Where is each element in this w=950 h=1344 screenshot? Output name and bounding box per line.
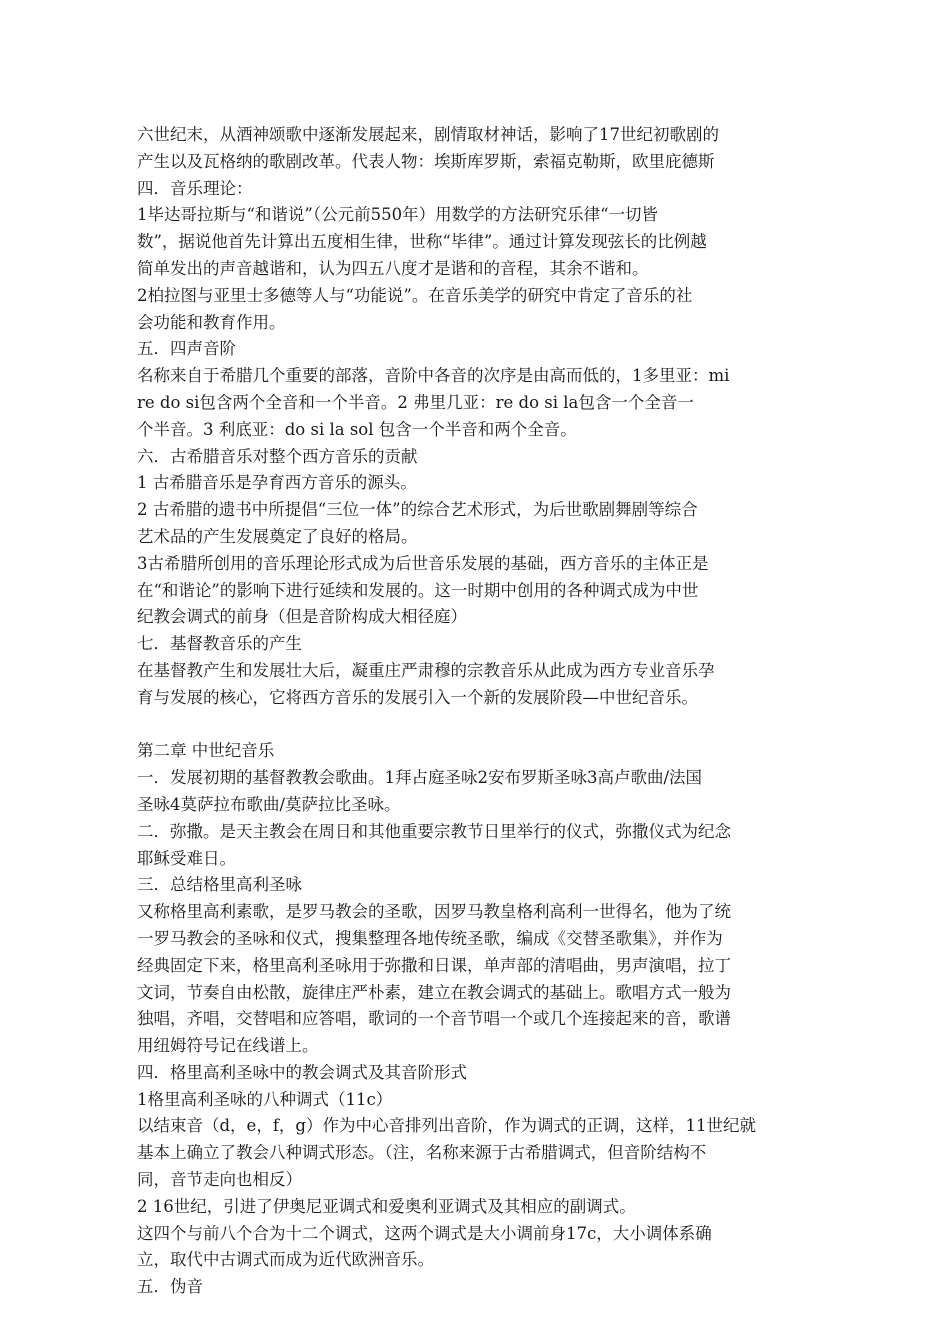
- text-line: 育与发展的核心，它将西方音乐的发展引入一个新的发展阶段—中世纪音乐。: [137, 687, 698, 707]
- text-line: 个半音。3 利底亚：do si la sol 包含一个半音和两个全音。: [137, 419, 577, 439]
- text-line: 名称来自于希腊几个重要的部落，音阶中各音的次序是由高而低的，1多里亚：mi: [137, 366, 730, 386]
- text-line: 一．发展初期的基督教教会歌曲。1拜占庭圣咏2安布罗斯圣咏3高卢歌曲/法国: [137, 768, 703, 788]
- text-line: 圣咏4莫萨拉布歌曲/莫萨拉比圣咏。: [137, 794, 401, 814]
- text-line: 纪教会调式的前身（但是音阶构成大相径庭）: [137, 607, 467, 627]
- text-line: 2 古希腊的遗书中所提倡“三位一体”的综合艺术形式，为后世歌剧舞剧等综合: [137, 500, 698, 520]
- text-line: 六世纪末，从酒神颂歌中逐渐发展起来，剧情取材神话，影响了17世纪初歌剧的: [137, 125, 719, 144]
- chapter-heading: 第二章 中世纪音乐: [137, 741, 275, 761]
- section-heading: 七．基督教音乐的产生: [137, 634, 302, 654]
- section-heading: 三．总结格里高利圣咏: [137, 875, 302, 895]
- text-line: 以结束音（d，e，f，g）作为中心音排列出音阶，作为调式的正调，这样，11世纪就: [137, 1116, 756, 1136]
- document-page: [137, 122, 817, 1301]
- text-line: 这四个与前八个合为十二个调式，这两个调式是大小调前身17c，大小调体系确: [137, 1223, 712, 1243]
- text-line: 基本上确立了教会八种调式形态。（注，名称来源于古希腊调式，但音阶结构不: [137, 1143, 707, 1163]
- text-line: 独唱，齐唱，交替唱和应答唱，歌词的一个音节唱一个或几个连接起来的音，歌谱: [137, 1009, 731, 1029]
- text-line: 产生以及瓦格纳的歌剧改革。代表人物：埃斯库罗斯，索福克勒斯，欧里庇德斯: [137, 151, 715, 171]
- text-line: 艺术品的产生发展奠定了良好的格局。: [137, 526, 418, 546]
- section-heading: 六．古希腊音乐对整个西方音乐的贡献: [137, 446, 418, 466]
- section-heading: 五．四声音阶: [137, 339, 236, 359]
- text-line: 用纽姆符号记在线谱上。: [137, 1036, 319, 1056]
- text-line: 2 16世纪，引进了伊奥尼亚调式和爱奥利亚调式及其相应的副调式。: [137, 1196, 636, 1216]
- text-line: 二．弥撒。是天主教会在周日和其他重要宗教节日里举行的仪式，弥撒仪式为纪念: [137, 821, 731, 841]
- text-line: 1 古希腊音乐是孕育西方音乐的源头。: [137, 473, 417, 493]
- text-line: 耶稣受难日。: [137, 848, 236, 868]
- text-line: 2柏拉图与亚里士多德等人与“功能说”。在音乐美学的研究中肯定了音乐的社: [137, 285, 693, 305]
- text-line: 1格里高利圣咏的八种调式（11c）: [137, 1089, 393, 1109]
- text-line: 1毕达哥拉斯与“和谐说”（公元前550年）用数学的方法研究乐律“一切皆: [137, 205, 659, 225]
- text-line: 同，音节走向也相反）: [137, 1170, 302, 1190]
- text-line: 又称格里高利素歌，是罗马教会的圣歌，因罗马教皇格利高利一世得名，他为了统: [137, 902, 731, 922]
- text-line: 3古希腊所创用的音乐理论形式成为后世音乐发展的基础，西方音乐的主体正是: [137, 553, 709, 573]
- text-line: 在“和谐论”的影响下进行延续和发展的。这一时期中创用的各种调式成为中世: [137, 580, 699, 600]
- text-line: 会功能和教育作用。: [137, 312, 286, 332]
- blank-line: [137, 712, 817, 739]
- text-line: re do si包含两个全音和一个半音。2 弗里几亚：re do si la包含一个全音一: [137, 392, 694, 412]
- text-line: 立，取代中古调式而成为近代欧洲音乐。: [137, 1250, 434, 1270]
- text-line: 经典固定下来，格里高利圣咏用于弥撒和日课，单声部的清唱曲，男声演唱，拉丁: [137, 955, 731, 975]
- text-line: 一罗马教会的圣咏和仪式，搜集整理各地传统圣歌，编成《交替圣歌集》，并作为: [137, 928, 723, 948]
- text-line: 简单发出的声音越谐和，认为四五八度才是谐和的音程，其余不谐和。: [137, 258, 649, 278]
- section-heading: 五．伪音: [137, 1277, 203, 1297]
- text-line: 数”，据说他首先计算出五度相生律，世称“毕律”。通过计算发现弦长的比例越: [137, 232, 707, 252]
- section-heading: 四．音乐理论：: [137, 178, 253, 198]
- text-line: 在基督教产生和发展壮大后，凝重庄严肃穆的宗教音乐从此成为西方专业音乐孕: [137, 660, 715, 680]
- section-heading: 四．格里高利圣咏中的教会调式及其音阶形式: [137, 1062, 467, 1082]
- text-line: 文词，节奏自由松散，旋律庄严朴素，建立在教会调式的基础上。歌唱方式一般为: [137, 982, 731, 1002]
